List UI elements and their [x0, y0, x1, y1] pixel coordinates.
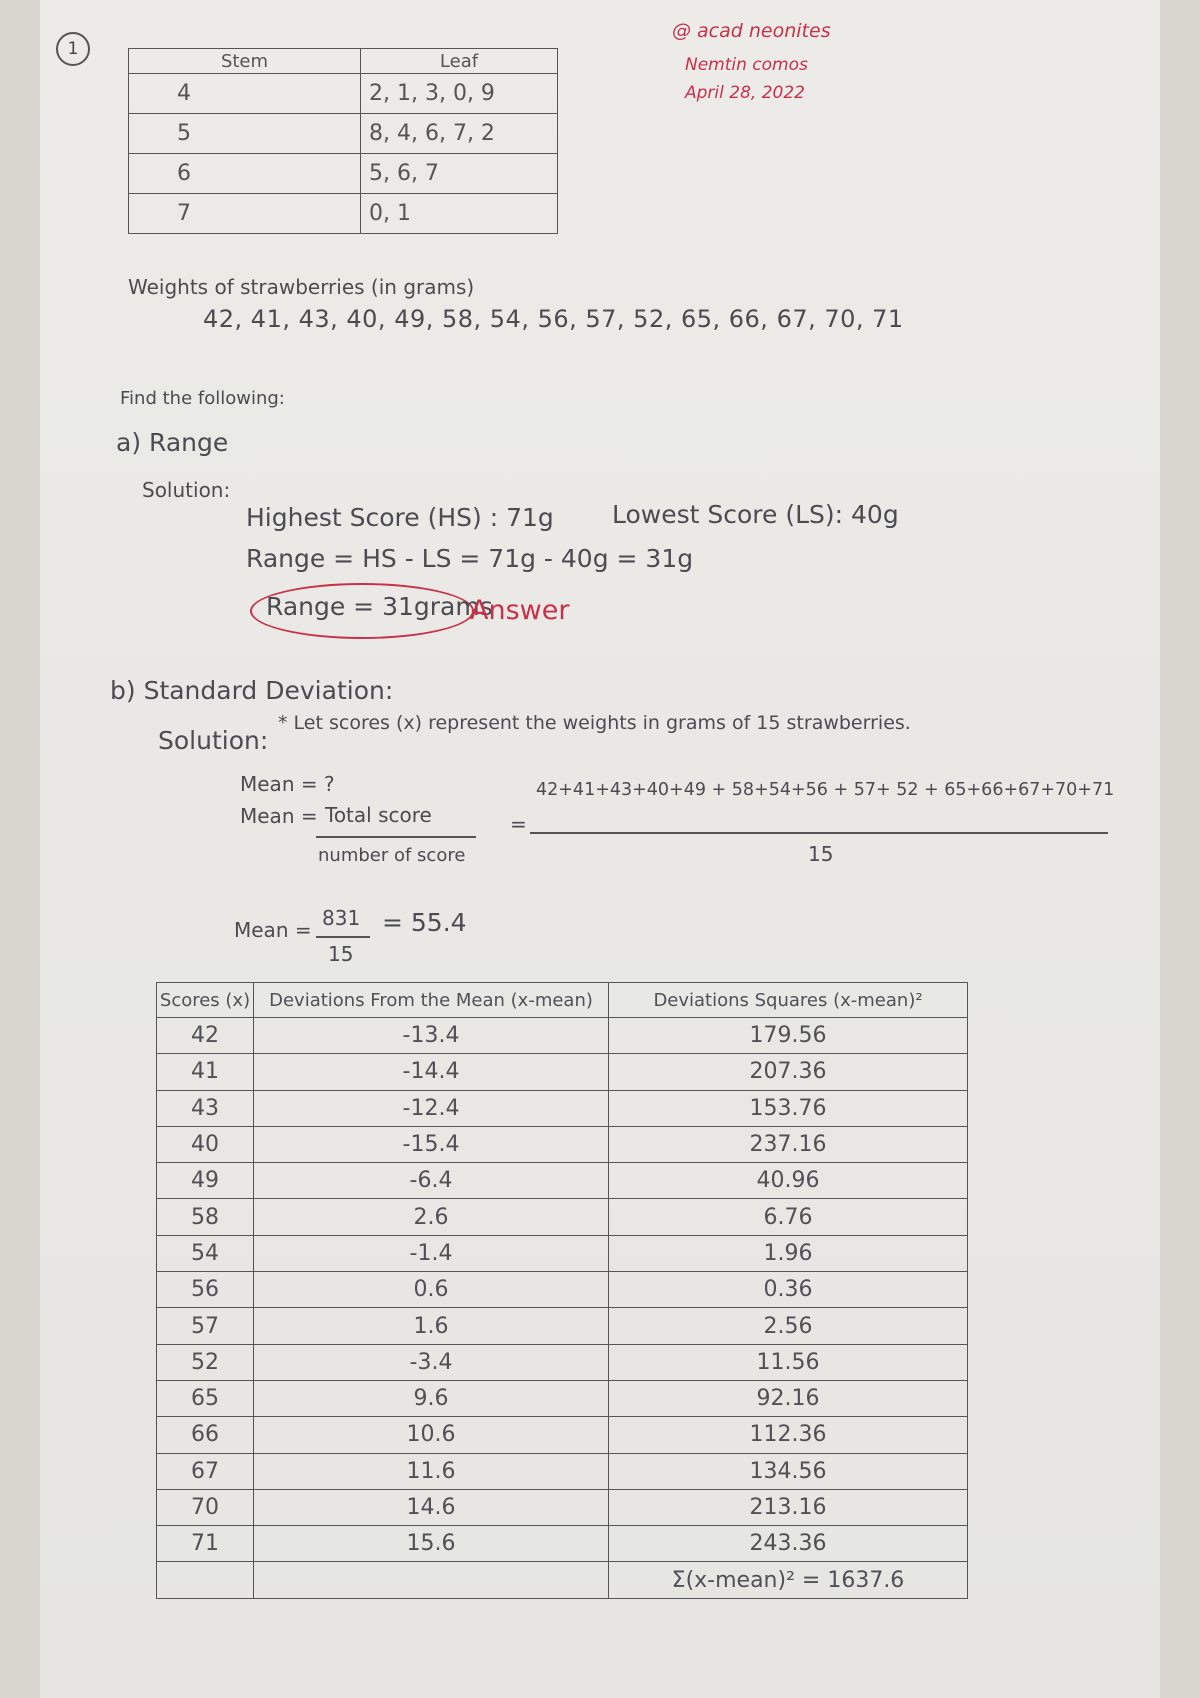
deviation-col-header: Deviations From the Mean (x-mean) — [254, 983, 609, 1018]
deviation-row — [157, 1272, 968, 1308]
sum-fraction-line — [530, 832, 1108, 834]
score-cell: 43 — [157, 1090, 254, 1126]
sum-expression: 42+41+43+40+49 + 58+54+56 + 57+ 52 + 65+66+67+70+71 — [536, 780, 1115, 800]
deviation-cell: 11.6 — [254, 1453, 609, 1489]
deviation-row — [157, 1199, 968, 1235]
stem-cell: 7 — [129, 194, 361, 234]
mean2-eq-label: Mean = — [234, 918, 312, 942]
mean-denominator: number of score — [318, 845, 466, 866]
sum-of-squares: Σ(x-mean)² = 1637.6 — [609, 1562, 968, 1598]
equals-sign: = — [510, 812, 527, 836]
deviation-cell: 14.6 — [254, 1489, 609, 1525]
stem-leaf-row — [129, 194, 558, 234]
leaf-header: Leaf — [361, 49, 558, 74]
square-cell: 213.16 — [609, 1489, 968, 1525]
leaf-cell: 0, 1 — [361, 194, 558, 234]
mean-fraction-line — [316, 836, 476, 838]
data-title: Weights of strawberries (in grams) — [128, 275, 475, 299]
deviation-header — [157, 983, 968, 1018]
deviation-cell: 15.6 — [254, 1526, 609, 1562]
deviation-cell: -14.4 — [254, 1054, 609, 1090]
deviation-row — [157, 1018, 968, 1054]
score-cell: 67 — [157, 1453, 254, 1489]
instruction: Find the following: — [120, 388, 285, 409]
mean-numerator: Total score — [325, 803, 432, 827]
deviation-row — [157, 1453, 968, 1489]
score-cell: 58 — [157, 1199, 254, 1235]
deviation-cell: -12.4 — [254, 1090, 609, 1126]
lowest-score: Lowest Score (LS): 40g — [612, 500, 899, 529]
deviation-row — [157, 1417, 968, 1453]
square-cell: 134.56 — [609, 1453, 968, 1489]
part-b-label: b) Standard Deviation: — [110, 676, 394, 705]
leaf-cell: 8, 4, 6, 7, 2 — [361, 114, 558, 154]
problem-number: 1 — [56, 32, 90, 66]
stem-leaf-row — [129, 114, 558, 154]
score-cell: 40 — [157, 1126, 254, 1162]
square-cell: 153.76 — [609, 1090, 968, 1126]
deviation-cell: 1.6 — [254, 1308, 609, 1344]
deviation-row — [157, 1054, 968, 1090]
notebook-page — [40, 0, 1160, 1698]
score-cell: 66 — [157, 1417, 254, 1453]
square-cell: 6.76 — [609, 1199, 968, 1235]
score-cell: 65 — [157, 1380, 254, 1416]
square-cell: 243.36 — [609, 1526, 968, 1562]
square-cell: 112.36 — [609, 1417, 968, 1453]
answer-tag: Answer — [470, 595, 570, 626]
stem-leaf-row — [129, 74, 558, 114]
stem-leaf-table — [128, 48, 558, 234]
deviation-row — [157, 1126, 968, 1162]
mean-question: Mean = ? — [240, 772, 335, 796]
score-cell: 71 — [157, 1526, 254, 1562]
stem-leaf-header — [129, 49, 558, 74]
leaf-cell: 5, 6, 7 — [361, 154, 558, 194]
square-cell: 207.36 — [609, 1054, 968, 1090]
score-cell: 70 — [157, 1489, 254, 1525]
square-cell: 179.56 — [609, 1018, 968, 1054]
deviation-cell: 10.6 — [254, 1417, 609, 1453]
deviation-cell: -3.4 — [254, 1344, 609, 1380]
deviation-row — [157, 1489, 968, 1525]
deviation-row — [157, 1235, 968, 1271]
data-values: 42, 41, 43, 40, 49, 58, 54, 56, 57, 52, 65, 66, 67, 70, 71 — [203, 305, 904, 333]
sum-denominator: 15 — [808, 842, 834, 866]
square-cell: 237.16 — [609, 1126, 968, 1162]
deviation-row — [157, 1380, 968, 1416]
score-cell: 42 — [157, 1018, 254, 1054]
square-cell: 0.36 — [609, 1272, 968, 1308]
part-a-solution-label: Solution: — [142, 478, 231, 502]
mean2-result: = 55.4 — [382, 908, 467, 937]
stem-header: Stem — [129, 49, 361, 74]
range-formula: Range = HS - LS = 71g - 40g = 31g — [246, 544, 694, 573]
mean2-fraction-line — [316, 936, 370, 938]
square-cell: 40.96 — [609, 1163, 968, 1199]
sum-empty-cell — [157, 1562, 254, 1598]
square-cell: 11.56 — [609, 1344, 968, 1380]
stem-leaf-row — [129, 154, 558, 194]
deviation-cell: -13.4 — [254, 1018, 609, 1054]
sum-row — [157, 1562, 968, 1598]
square-cell: 2.56 — [609, 1308, 968, 1344]
deviation-cell: -1.4 — [254, 1235, 609, 1271]
deviation-table — [156, 982, 968, 1599]
mean2-denominator: 15 — [328, 942, 354, 966]
credit-handle: @ acad neonites — [672, 20, 831, 42]
stem-cell: 5 — [129, 114, 361, 154]
deviation-row — [157, 1163, 968, 1199]
deviation-cell: -15.4 — [254, 1126, 609, 1162]
stem-cell: 4 — [129, 74, 361, 114]
deviation-row — [157, 1344, 968, 1380]
part-b-solution-label: Solution: — [158, 726, 269, 755]
score-cell: 56 — [157, 1272, 254, 1308]
score-cell: 49 — [157, 1163, 254, 1199]
score-cell: 41 — [157, 1054, 254, 1090]
scores-header: Scores (x) — [157, 983, 254, 1018]
square-cell: 92.16 — [609, 1380, 968, 1416]
mean-eq-label: Mean = — [240, 804, 318, 828]
deviation-cell: 9.6 — [254, 1380, 609, 1416]
deviation-cell: -6.4 — [254, 1163, 609, 1199]
score-cell: 52 — [157, 1344, 254, 1380]
sum-empty-cell — [254, 1562, 609, 1598]
scores-note: * Let scores (x) represent the weights in grams of 15 strawberries. — [278, 712, 911, 734]
deviation-cell: 0.6 — [254, 1272, 609, 1308]
leaf-cell: 2, 1, 3, 0, 9 — [361, 74, 558, 114]
deviation-cell: 2.6 — [254, 1199, 609, 1235]
deviation-row — [157, 1526, 968, 1562]
score-cell: 54 — [157, 1235, 254, 1271]
range-answer: Range = 31grams — [266, 592, 493, 621]
score-cell: 57 — [157, 1308, 254, 1344]
credit-author: Nemtin comos — [685, 55, 808, 75]
highest-score: Highest Score (HS) : 71g — [246, 503, 554, 532]
deviation-row — [157, 1308, 968, 1344]
squares-col-header: Deviations Squares (x-mean)² — [609, 983, 968, 1018]
part-a-label: a) Range — [116, 428, 229, 457]
deviation-row — [157, 1090, 968, 1126]
square-cell: 1.96 — [609, 1235, 968, 1271]
stem-cell: 6 — [129, 154, 361, 194]
mean2-numerator: 831 — [322, 906, 361, 930]
credit-date: April 28, 2022 — [685, 83, 805, 103]
